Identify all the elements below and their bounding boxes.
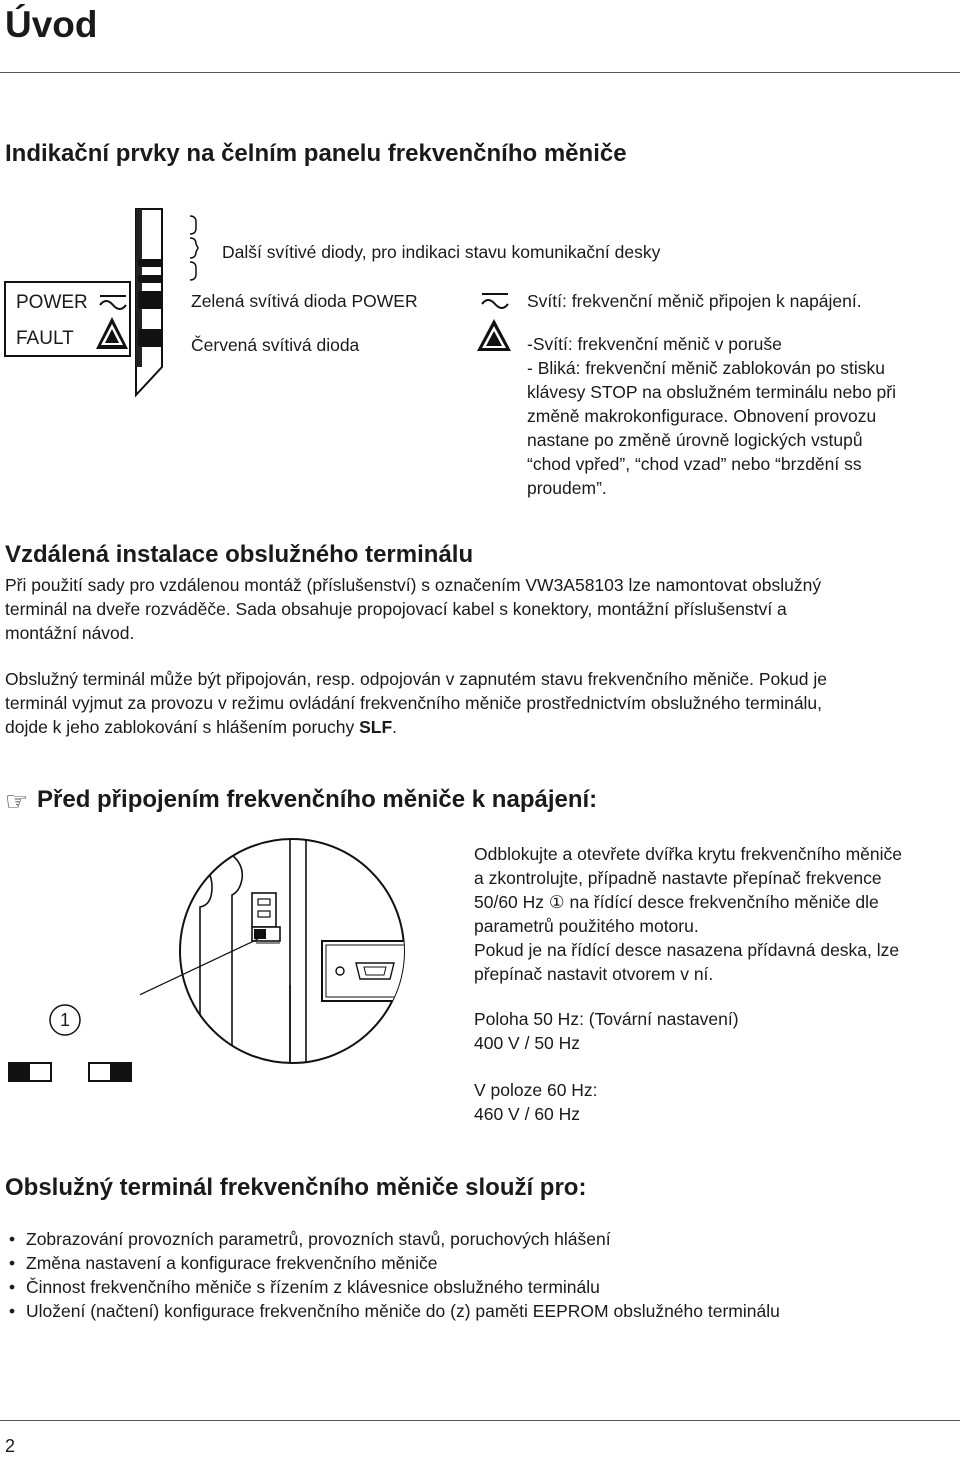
- led-indicator-1: [138, 259, 162, 267]
- list-item: • Činnost frekvenčního měniče s řízením z klávesnice obslužného terminálu: [9, 1277, 600, 1297]
- remote-heading: Vzdálená instalace obslužného terminálu: [5, 541, 474, 568]
- red-led-desc-line: nastane po změně úrovně logických vstupů: [527, 430, 863, 450]
- before-desc-line: přepínač nastavit otvorem v ní.: [474, 964, 714, 984]
- hand-pointer-icon: ☞: [5, 786, 29, 816]
- terminal-uses-list: [5, 1227, 955, 1323]
- header-divider: [0, 72, 960, 73]
- before-desc-line: 50/60 Hz ① na řídící desce frekvenčního měniče dle: [474, 892, 879, 912]
- indicators-heading: Indikační prvky na čelním panelu frekvenčního měniče: [5, 140, 627, 167]
- red-led-desc-line: “chod vpřed”, “chod vzad” nebo “brzdění ss: [527, 454, 862, 474]
- page-number: 2: [5, 1436, 16, 1456]
- red-led-desc-line: proudem”.: [527, 478, 607, 498]
- control-board-diagram: [140, 835, 445, 1095]
- led-indicator-2: [138, 275, 162, 283]
- brace-icon: [186, 214, 206, 284]
- red-led-desc-line: - Bliká: frekvenční měnič zablokován po stisku: [527, 358, 885, 378]
- remote-para-line: montážní návod.: [5, 623, 135, 643]
- red-led-label: Červená svítivá dioda: [191, 335, 360, 355]
- pos50-value: 400 V / 50 Hz: [474, 1033, 581, 1053]
- fault-code: SLF: [359, 717, 393, 737]
- before-desc-line: a zkontrolujte, případně nastavte přepínač frekvence: [474, 868, 882, 888]
- led-fault: [138, 329, 162, 347]
- switch-50hz-icon: [8, 1062, 52, 1082]
- ac-wave-icon: [478, 290, 512, 312]
- remote-para-line: Při použití sady pro vzdálenou montáž (příslušenství) s označením VW3A58103 lze namontovat obslužný: [5, 575, 822, 595]
- remote-para-line: dojde k jeho zablokování s hlášením poruchy SLF.: [5, 717, 398, 737]
- panel-fault-label: FAULT: [16, 328, 74, 349]
- red-led-desc: [527, 332, 896, 500]
- list-item: • Uložení (načtení) konfigurace frekvenčního měniče do (z) paměti EEPROM obslužného terminálu: [9, 1301, 780, 1321]
- remote-para-line: terminál vyjmut za provozu v režimu ovládání frekvenčního měniče prostřednictvím obslužného terminálu,: [5, 693, 823, 713]
- before-desc-line: parametrů použitého motoru.: [474, 916, 699, 936]
- remote-para-2: [5, 667, 955, 739]
- footer-divider: [0, 1420, 960, 1421]
- other-leds-text: Další svítivé diody, pro indikaci stavu komunikační desky: [222, 242, 661, 262]
- before-desc-line: Pokud je na řídící desce nasazena přídavná deska, lze: [474, 940, 900, 960]
- remote-para-line: Obslužný terminál může být připojován, resp. odpojován v zapnutém stavu frekvenčního měniče. Pokud je: [5, 669, 827, 689]
- before-desc: [474, 842, 960, 986]
- remote-para-line: terminál na dveře rozváděče. Sada obsahuje propojovací kabel s konektory, montážní příslušenství a: [5, 599, 787, 619]
- remote-para-1: [5, 573, 955, 645]
- pos60-value: 460 V / 60 Hz: [474, 1104, 581, 1124]
- red-led-desc-line: klávesy STOP na obslužném terminálu nebo při: [527, 382, 896, 402]
- list-item: • Zobrazování provozních parametrů, provozních stavů, poruchových hlášení: [9, 1229, 611, 1249]
- green-led-desc: Svítí: frekvenční měnič připojen k napájení.: [527, 291, 862, 311]
- switch-60hz-icon: [88, 1062, 132, 1082]
- panel-power-label: POWER: [16, 292, 88, 313]
- led-power: [138, 291, 162, 309]
- callout-number: 1: [59, 1010, 70, 1030]
- red-led-desc-line: změně makrokonfigurace. Obnovení provozu: [527, 406, 877, 426]
- page-title: Úvod: [5, 4, 98, 45]
- pos50-title: Poloha 50 Hz: (Tovární nastavení): [474, 1009, 739, 1029]
- before-heading: Před připojením frekvenčního měniče k napájení:: [37, 786, 598, 813]
- green-led-label: Zelená svítivá dioda POWER: [191, 291, 418, 311]
- terminal-heading: Obslužný terminál frekvenčního měniče slouží pro:: [5, 1174, 587, 1201]
- red-led-desc-line: -Svítí: frekvenční měnič v poruše: [527, 334, 782, 354]
- pos60-title: V poloze 60 Hz:: [474, 1080, 598, 1100]
- list-item: • Změna nastavení a konfigurace frekvenčního měniče: [9, 1253, 438, 1273]
- warning-triangle-icon: [476, 318, 512, 352]
- before-desc-line: Odblokujte a otevřete dvířka krytu frekvenčního měniče: [474, 844, 902, 864]
